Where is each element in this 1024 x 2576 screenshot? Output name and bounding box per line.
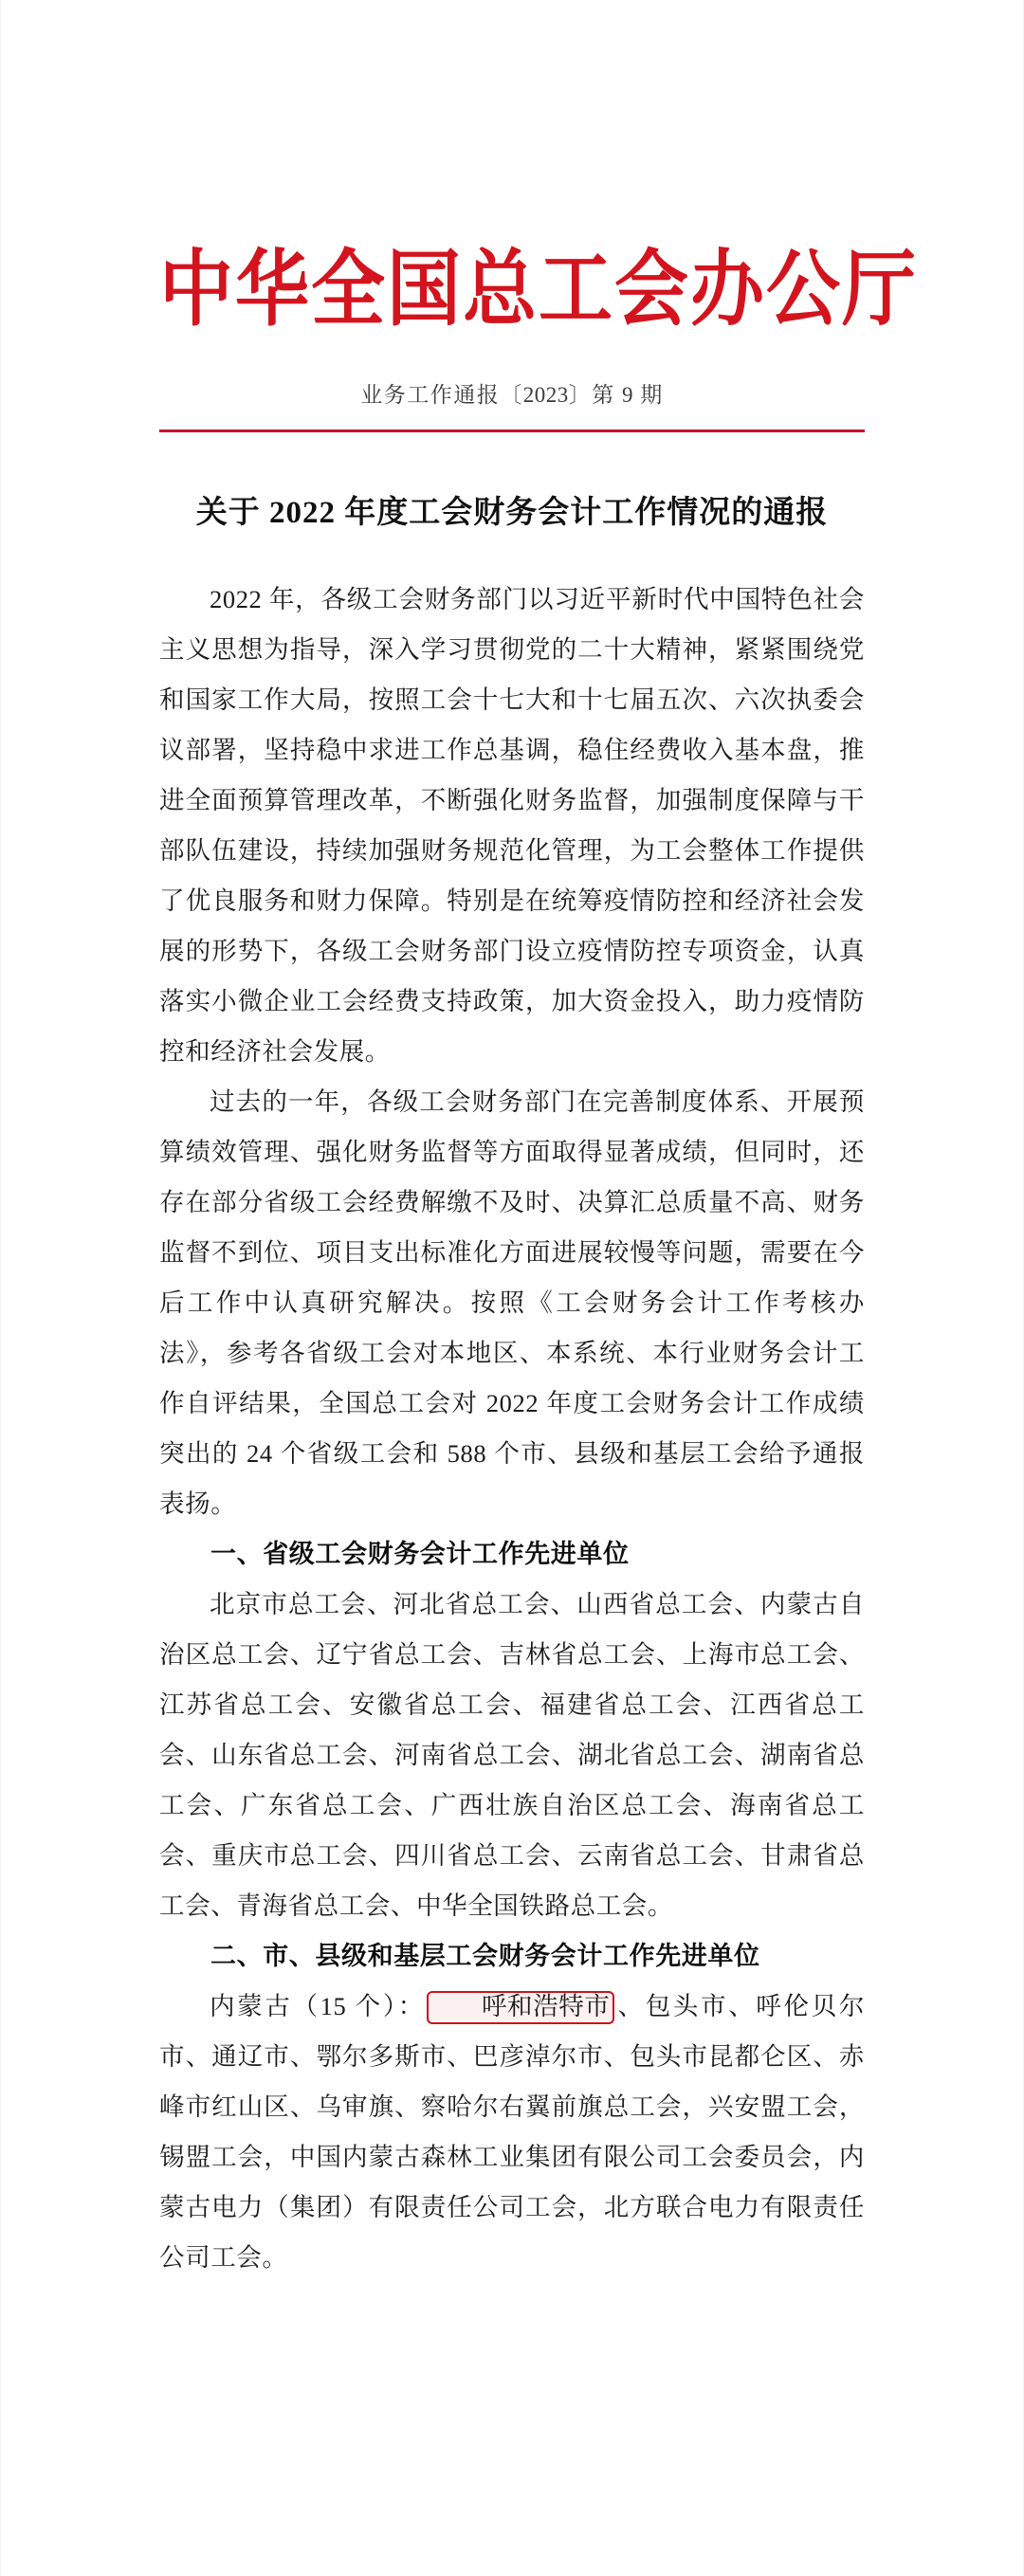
issue-prefix: 业务工作通报: [360, 383, 501, 407]
masthead-red-rule: [159, 429, 865, 432]
body-paragraph-1: 2022 年，各级工会财务部门以习近平新时代中国特色社会主义思想为指导，深入学习贯彻党的二十大精神，紧紧围绕党和国家工作大局，按照工会十七大和十七届五次、六次执委会议部署，坚持稳中求进工作总基调，稳住经费收入基本盘，推进全面预算管理改革，不断强化财务监督，加强制度保障与干部队伍建设，持续加强财务规范化管理，为工会整体工作提供了优良服务和财力保障。特别是在统筹疫情防控和经济社会发展的形势下，各级工会财务部门设立疫情防控专项资金，认真落实小微企业工会经费支持政策，加大资金投入，助力疫情防控和经济社会发展。: [159, 584, 865, 1066]
issue-label: 第: [592, 383, 615, 407]
section-body-1: 北京市总工会、河北省总工会、山西省总工会、内蒙古自治区总工会、辽宁省总工会、吉林省总工会、上海市总工会、江苏省总工会、安徽省总工会、福建省总工会、江西省总工会、山东省总工会、河南省总工会、湖北省总工会、湖南省总工会、广东省总工会、广西壮族自治区总工会、海南省总工会、重庆市总工会、四川省总工会、云南省总工会、甘肃省总工会、青海省总工会、中华全国铁路总工会。: [159, 1589, 865, 1920]
issue-bracket-close: 〕: [568, 383, 593, 407]
body-paragraph-2: 过去的一年，各级工会财务部门在完善制度体系、开展预算绩效管理、强化财务监督等方面取得显著成绩，但同时，还存在部分省级工会经费解缴不及时、决算汇总质量不高、财务监督不到位、项目支出标准化方面进展较慢等问题，需要在今后工作中认真研究解决。按照《工会财务会计工作考核办法》，参考各省级工会对本地区、本系统、本行业财务会计工作自评结果，全国总工会对 2022 年度工会财务会计工作成绩突出的 24 个省级工会和 588 个市、县级和基层工会给予通报表扬。: [159, 1087, 865, 1518]
issue-line: [159, 377, 865, 409]
document-title: 关于 2022 年度工会财务会计工作情况的通报: [195, 496, 829, 530]
issue-suffix: 期: [640, 383, 664, 407]
section-heading-2: 二、市、县级和基层工会财务会计工作先进单位: [210, 1941, 760, 1970]
issue-year: 2023: [522, 383, 569, 407]
issue-number: 9: [622, 383, 633, 407]
section-heading-1: 一、省级工会财务会计工作先进单位: [210, 1539, 630, 1568]
masthead: [159, 243, 919, 336]
masthead-title: 中华全国总工会办公厅: [159, 243, 919, 336]
issue-bracket-open: 〔: [500, 383, 523, 407]
list-rest-inner-mongolia: 、包头市、呼伦贝尔市、通辽市、鄂尔多斯市、巴彦淖尔市、包头市昆都仑区、赤峰市红山区、乌审旗、察哈尔右翼前旗总工会，兴安盟工会，锡盟工会，中国内蒙古森林工业集团有限公司工会委员会，内蒙古电力（集团）有限责任公司工会，北方联合电力有限责任公司工会。: [159, 1991, 865, 2272]
section-body-2: [159, 1982, 865, 2283]
document-body: [159, 575, 865, 2283]
highlighted-city-hohhot[interactable]: 呼和浩特市: [427, 1991, 615, 2024]
list-prefix-inner-mongolia: 内蒙古（15 个）：: [210, 1991, 426, 2020]
